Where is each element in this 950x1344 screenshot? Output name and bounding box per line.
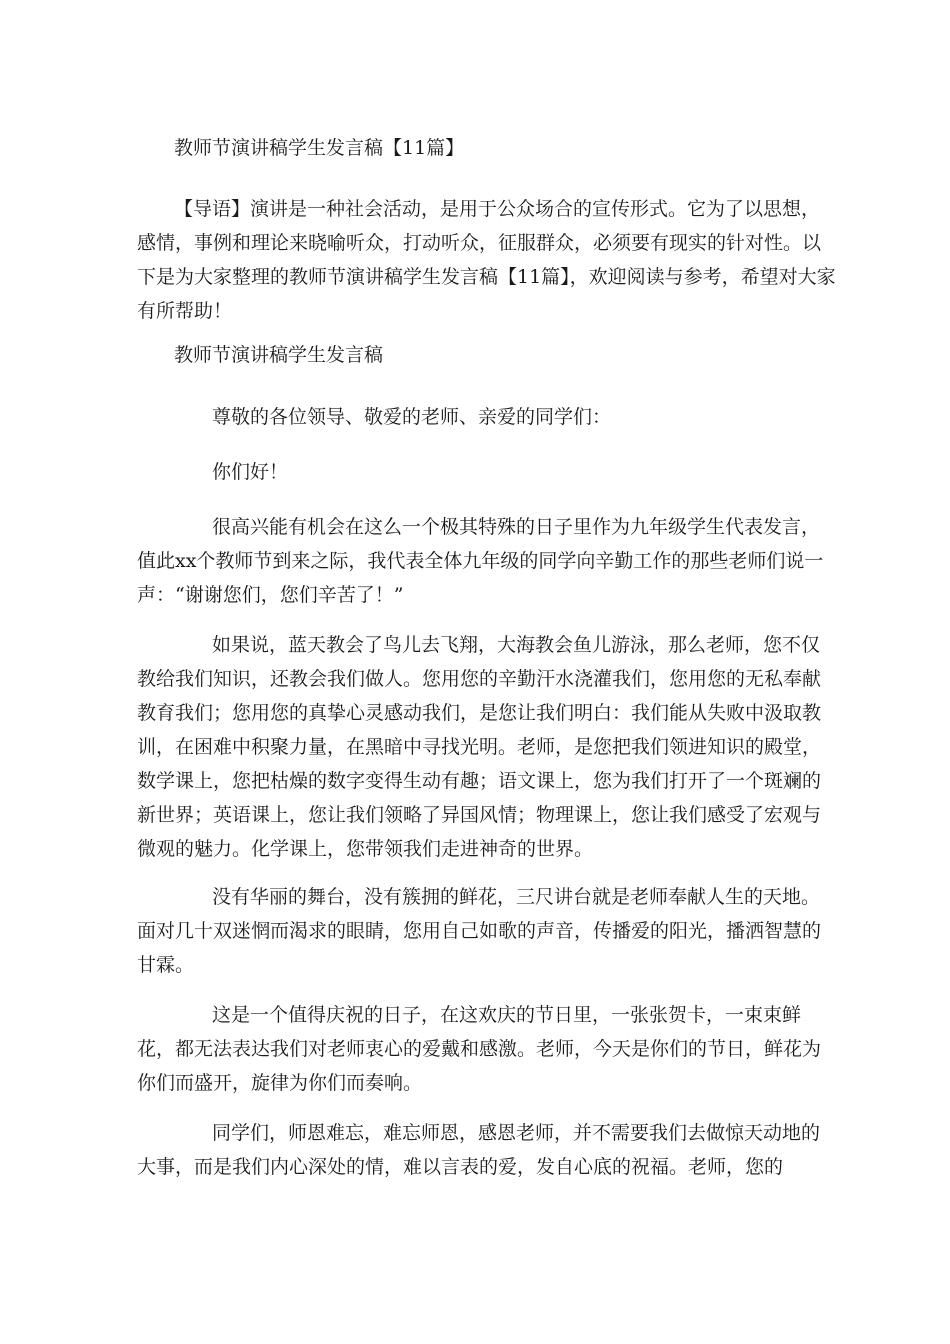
body-paragraph-5: 同学们，师恩难忘，难忘师恩，感恩老师，并不需要我们去做惊天动地的大事，而是我们内心深处的情，难以言表的爱，发自心底的祝福。老师，您的 (137, 1122, 821, 1178)
document-title: 教师节演讲稿学生发言稿【11篇】 (174, 137, 465, 159)
salutation-paragraph: 尊敬的各位领导、敬爱的老师、亲爱的同学们： (212, 406, 612, 428)
body-paragraph-1: 很高兴能有机会在这么一个极其特殊的日子里作为九年级学生代表发言，值此xx个教师节到来之际，我代表全体九年级的同学向辛勤工作的那些老师们说一声：“谢谢您们，您们辛苦了！” (137, 516, 824, 606)
body-paragraph-2: 如果说，蓝天教会了鸟儿去飞翔，大海教会鱼儿游泳，那么老师，您不仅教给我们知识，还教会我们做人。您用您的辛勤汗水浇灌我们，您用您的无私奉献教育我们；您用您的真挚心灵感动我们，是您让我们明白：我们能从失败中汲取教训，在困难中积聚力量，在黑暗中寻找光明。老师，是您把我们领进知识的殿堂，数学课上，您把枯燥的数字变得生动有趣；语文课上，您为我们打开了一个斑斓的新世界；英语课上，您让我们领略了异国风情；物理课上，您让我们感受了宏观与微观的魅力。化学课上，您带领我们走进神奇的世界。 (137, 634, 822, 860)
body-paragraph-4: 这是一个值得庆祝的日子，在这欢庆的节日里，一张张贺卡，一束束鲜花，都无法表达我们对老师衷心的爱戴和感激。老师，今天是你们的节日，鲜花为你们而盛开，旋律为你们而奏响。 (137, 1004, 822, 1094)
body-paragraph-3: 没有华丽的舞台，没有簇拥的鲜花，三尺讲台就是老师奉献人生的天地。面对几十双迷惘而渴求的眼睛，您用自己如歌的声音，传播爱的阳光，播洒智慧的甘霖。 (137, 886, 822, 976)
greeting-paragraph: 你们好！ (212, 461, 289, 483)
intro-paragraph: 【导语】演讲是一种社会活动，是用于公众场合的宣传形式。它为了以思想，感情，事例和理论来晓喻听众，打动听众，征服群众，必须要有现实的针对性。以下是为大家整理的教师节演讲稿学生发言稿【11篇】，欢迎阅读与参考，希望对大家有所帮助！ (137, 198, 836, 322)
section-title: 教师节演讲稿学生发言稿 (174, 344, 384, 366)
